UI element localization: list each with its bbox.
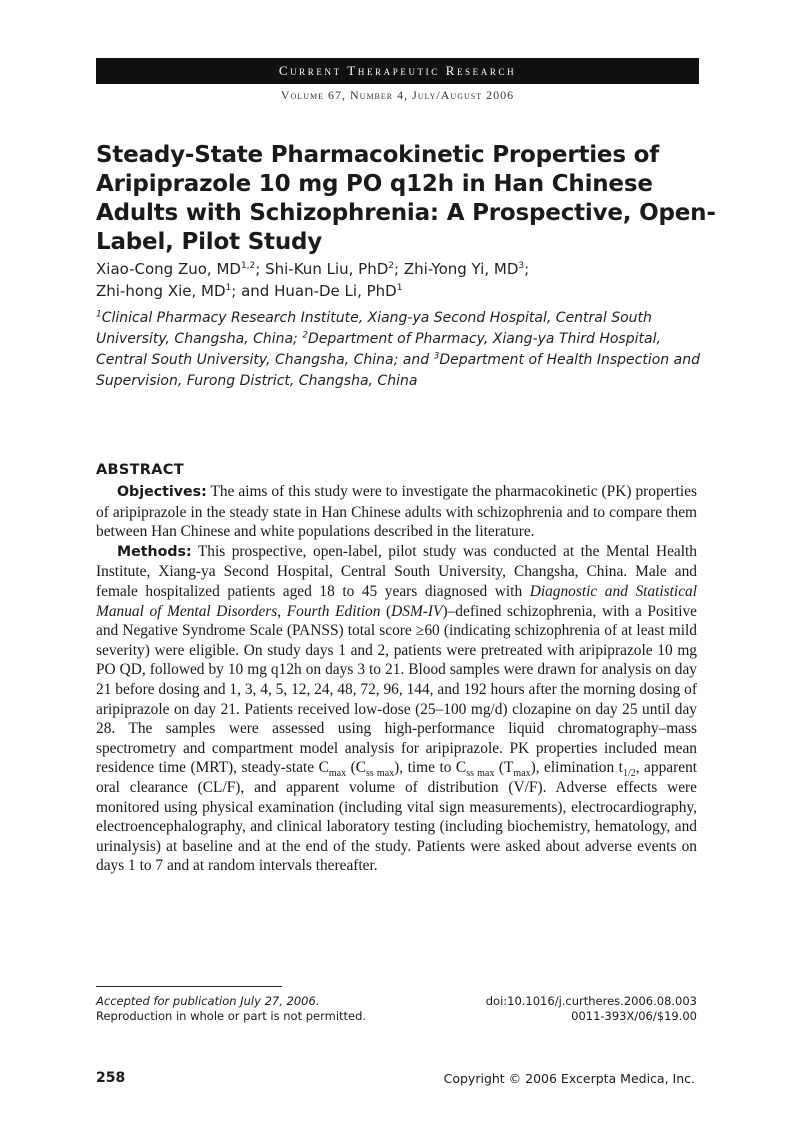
volume-issue-line: Volume 67, Number 4, July/August 2006 <box>280 88 515 102</box>
doi[interactable]: doi:10.1016/j.curtheres.2006.08.003 <box>485 994 697 1008</box>
abstract-heading: ABSTRACT <box>96 462 184 478</box>
issn-price: 0011-393X/06/$19.00 <box>571 1009 697 1023</box>
article-title: Steady-State Pharmacokinetic Properties of Aripiprazole 10 mg PO q12h in Han Chinese Adults with Schizophrenia: A Prospective, Open-Label, Pilot Study <box>96 142 716 255</box>
author-list <box>96 258 706 302</box>
footnotes-right <box>486 994 697 1024</box>
affiliations: $^1$Clinical Pharmacy Research Institute, Xiang-ya Second Hospital, Central South University, Changsha, China; $^2$Department of Pharmacy, Xiang-ya Third Hospital, Central South University, Changsha, China; and $^3$Department of Health Inspection and Supervision, Furong District, Changsha, China <box>96 309 700 389</box>
abstract-methods: Methods: This prospective, open-label, pilot study was conducted at the Mental Health Institute, Xiang-ya Second Hospital, Central South University, Changsha, China. Male and female hospitalized patients aged 18 to 45 years diagnosed with Diagnostic and Statistical Manual of Mental Disorders, Fourth Edition (DSM-IV)–defined schizophrenia, with a Positive and Negative Syndrome Scale (PANSS) total score ≥60 (indicating schizophrenia of at least mild severity) were eligible. On study days 1 and 2, patients were pretreated with aripiprazole 10 mg PO QD, followed by 10 mg q12h on days 3 to 21. Blood samples were drawn for analysis on day 21 before dosing and 1, 3, 4, 5, 12, 24, 48, 72, 96, 144, and 192 hours after the morning dosing of aripiprazole on day 21. Patients received low-dose (25–100 mg/d) clozapine on day 25 until day 28. The samples were assessed using high-performance liquid chromatography–mass spectrometry and compartment model analysis for aripiprazole. PK properties included mean residence time (MRT), steady-state $C_{max}$ $(C_{ss max})$, time to $C_{ss max}$ $(T_{max})$, elimination $t_{1/2}$, apparent oral clearance (CL/F), and apparent volume of distribution (V/F). Adverse effects were monitored using physical examination (including vital sign measurements), electrocardiography, electroencephalography, and clinical laboratory testing (including biochemistry, hematology, and urinalysis) at baseline and at the end of the study. Patients were asked about adverse events on days 1 to 7 and at random intervals thereafter. <box>96 542 698 875</box>
page-number: 258 <box>96 1070 126 1086</box>
abstract-objectives: Objectives: The aims of this study were to investigate the pharmacokinetic (PK) properties of aripiprazole in the steady state in Han Chinese adults with schizophrenia and to compare them between Han Chinese and white populations described in the literature. <box>96 483 697 541</box>
author: Zhi-hong Xie, $MD^1$; and <box>96 282 275 300</box>
author: Shi-Kun Liu, PhD$^2$; <box>265 260 404 278</box>
footnote-divider <box>96 986 282 987</box>
footnotes-left <box>96 994 366 1024</box>
journal-header-bar: Current Therapeutic Research <box>96 58 699 84</box>
accepted-date: Accepted for publication July 27, 2006. <box>96 994 320 1008</box>
copyright: Copyright © 2006 Excerpta Medica, Inc. <box>443 1071 695 1086</box>
reproduction-notice: Reproduction in whole or part is not permitted. <box>96 1009 367 1023</box>
author: Zhi-Yong Yi, $MD^3$; <box>403 260 530 278</box>
author: Xiao-Cong Zuo, MD$^{1,2}$; <box>96 260 266 278</box>
abstract-body <box>96 482 697 876</box>
author: Huan-De Li, PhD$^1$ <box>274 282 403 300</box>
